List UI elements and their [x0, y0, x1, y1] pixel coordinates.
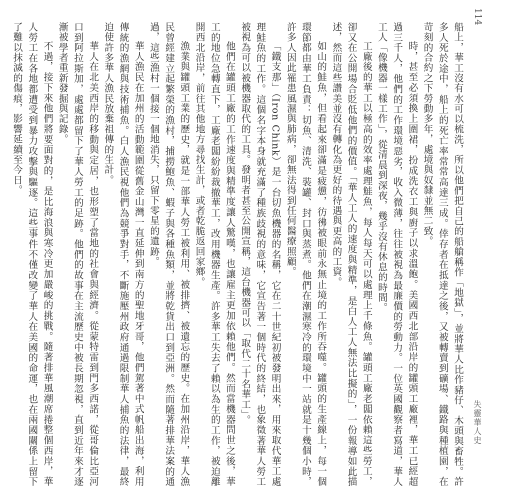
paragraph: 他們在罐頭工廠的工作速度與精準度讓人驚嘆，也讓雇主更加依賴他們。然而當機器問世之後，華工的地位急轉直下，工廠老闆紛紛裁撤華工，改用機器生產。許多華工失去了賴以為生的工作，被迫離開西北沿岸，前往其他地方尋找生計，或者乾脆返回家鄉。 [193, 22, 235, 487]
paragraph: 船上，華工沒有水可以梳洗，所以他們把自己的船艙稱作「地獄」，並將華人比作豬仔、木頭與畜牲。許多人死於途中，船上的死亡率常常高達三成。倖存者在抵達之後，又被轉賣到礦場、鐵路與種植園，在苛刻的合約之下勞動多年，處境與奴隸並無二致。 [421, 22, 463, 487]
paragraph: 時，甚至必須換上圍裙，扮成洗衣工與廚子以求溫飽。美國西北部沿岸的罐頭工廠裡，華工已經超過三千人，他們的工作環境惡劣，收入微薄，往往被視為最廉價的勞動力。一位英國觀察者寫道，華人工人「像機器一樣工作」，從清晨到深夜，幾乎沒有休息的時間。 [375, 22, 418, 487]
paragraph: 工廠後的華工以極高的效率處理鮭魚，每人每天可以處理上千條魚。罐頭工廠老闆依賴這些勞工，卻又在公開場合貶低他們的價值。「華人工人的速度與精準，是白人工人無法比擬的」，一份報導如此描述，然而這些讚美並沒有轉化為更好的待遇與更高的工資。 [330, 22, 372, 487]
paragraph: 如山的鮭魚，但看起來卻滿是疲憊，彷彿被眼前永無止境的工作所吞噬。罐頭的生產線上，每一個環節都由華工負責：切魚、清洗、裝罐、封口與蒸煮。他們在潮濕寒冷的環境中一站就是十幾個小時，許多人因此罹患風濕與肺病，卻無法得到任何醫療照顧。 [284, 22, 327, 487]
paragraph: 不過，接下來他們將要面對的，是比海浪與寒冷更加嚴峻的挑戰。隨著排華風潮席捲整個西岸，華人勞工在各地都遭受到暴力攻擊與驅逐。這些事件不僅改變了華人在美國的命運，也在兩國關係上留下了難以抹滅的傷痕，影響延續至今日。 [11, 22, 53, 487]
body-text [11, 22, 465, 487]
paragraph: 華人漁民在加州的活動範圍從舊金山灣一直延伸到南方的聖地牙哥，他們駕著中式帆船出海，利用傳統的漁網與技術捕魚。白人漁民視他們為競爭對手，不斷施壓州政府通過限制華人捕魚的法律，最終迫使許多華人漁民放棄祖傳的生計。 [102, 22, 144, 487]
paragraph: 華人在北美西岸的移動與定居，也形塑了當地的社會與經濟。從蒙特雷到門多西諾，從哥倫比亞河口到阿拉斯加，處處都留下了華人勞工的足跡。他們的故事在主流歷史中被長期忽視，直到近年來才逐漸被學者重新發掘與記錄。 [56, 22, 99, 487]
running-header: 失靈華人史 [473, 400, 482, 445]
paragraph: 漁業與罐頭工業的歷史，就是一部華人勞工被利用、被排擠、被遺忘的歷史。在加州沿岸，華人漁民曾經建立起繁榮的漁村，捕撈鮑魚、蝦子與各種魚類，並將乾貨出口到亞洲。然而隨著排華法案的通過，這些漁村一個接一個地消失，只留下零星的遺跡。 [147, 22, 190, 487]
paragraph: 「鐵支那」（Iron Chink）是一台切魚機器的名稱，它在二十世紀初被發明出來，用來取代華工處理鮭魚的工作。這個名字本身就充滿了種族歧視的意味，它宣告著一個時代的終結，也象徵著華人勞工被視為可以被機器取代的工具。發明者甚至公開宣稱，這台機器可以「取代二十名華工」。 [239, 22, 281, 487]
page-number: 114 [472, 8, 482, 26]
